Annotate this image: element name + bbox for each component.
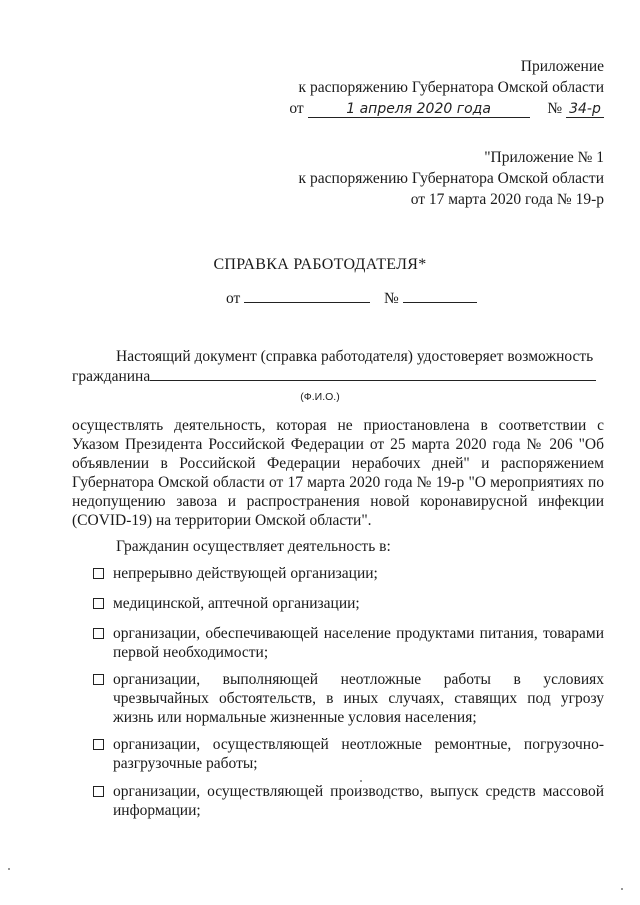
checkbox-icon[interactable] [93,598,104,609]
appendix-header [289,56,604,119]
checkbox-icon[interactable] [93,739,104,750]
intro-paragraph: осуществлять деятельность, которая не приостановлена в соответствии с Указом Президента Российской Федерации от 25 марта 2020 года № 206 "Об объявлении в Российской Федерации нерабочих дней" и распоряжением Губернатора Омской области от 17 марта 2020 года № 19-р "О мероприятиях по недопущению завоза и распространения новой коронавирусной инфекции (COVID-19) на территории Омской области". [72,417,604,529]
activity-item-label: организации, выполняющей неотложные работы в условиях чрезвычайных обстоятельств, в иных случаях, ставящих под угрозу жизнь или нормальные жизненные условия населения; [113,671,604,726]
date-value: 1 апреля 2020 года [346,101,491,117]
document-title: СПРАВКА РАБОТОДАТЕЛЯ* [213,256,427,273]
activity-item [93,735,604,773]
certificate-from-label: от [226,290,241,307]
checkbox-icon[interactable] [93,628,104,639]
appendix-reference: к распоряжению Губернатора Омской области [298,79,604,96]
activity-intro: Гражданин осуществляет деятельность в: [116,538,391,555]
appendix-title: Приложение [520,58,604,75]
number-value: 34-р [569,101,601,117]
activity-item [93,782,604,820]
certificate-date-blank [244,288,370,303]
activity-item [93,564,604,583]
from-label: от [289,100,304,117]
date-field [308,101,530,118]
certificate-number-blank [403,288,477,303]
activity-item-label: непрерывно действующей организации; [113,565,378,582]
activity-item-label: организации, осуществляющей неотложные ремонтные, погрузочно-разгрузочные работы; [113,736,604,772]
certificate-number-label: № [383,290,399,307]
activity-item-label: организации, обеспечивающей население продуктами питания, товарами первой необходимости; [113,625,604,661]
citizen-line [72,366,596,386]
citizen-label: гражданина [72,368,151,385]
fio-caption: (Ф.И.О.) [300,391,340,403]
original-appendix-title: "Приложение № 1 [484,149,604,166]
original-appendix-reference: к распоряжению Губернатора Омской области [298,170,604,187]
citizen-name-blank [150,366,596,381]
activity-item-label: медицинской, аптечной организации; [113,595,360,612]
scan-speck [360,780,362,782]
certificate-date-number-line [226,288,477,308]
checkbox-icon[interactable] [93,674,104,685]
scan-speck [8,868,10,870]
activity-item-label: организации, осуществляющей производство, выпуск средств массовой информации; [113,783,604,819]
scan-speck [621,888,623,890]
original-appendix-header [299,147,604,210]
number-field [566,101,604,118]
intro-line: Настоящий документ (справка работодателя) удостоверяет возможность [116,348,594,365]
original-appendix-date: от 17 марта 2020 года № 19-р [410,191,604,208]
appendix-date-line [289,98,604,119]
activity-item [93,670,604,727]
activity-item [93,594,604,613]
number-label: № [547,100,563,117]
checkbox-icon[interactable] [93,786,104,797]
checkbox-icon[interactable] [93,568,104,579]
activity-item [93,624,604,662]
